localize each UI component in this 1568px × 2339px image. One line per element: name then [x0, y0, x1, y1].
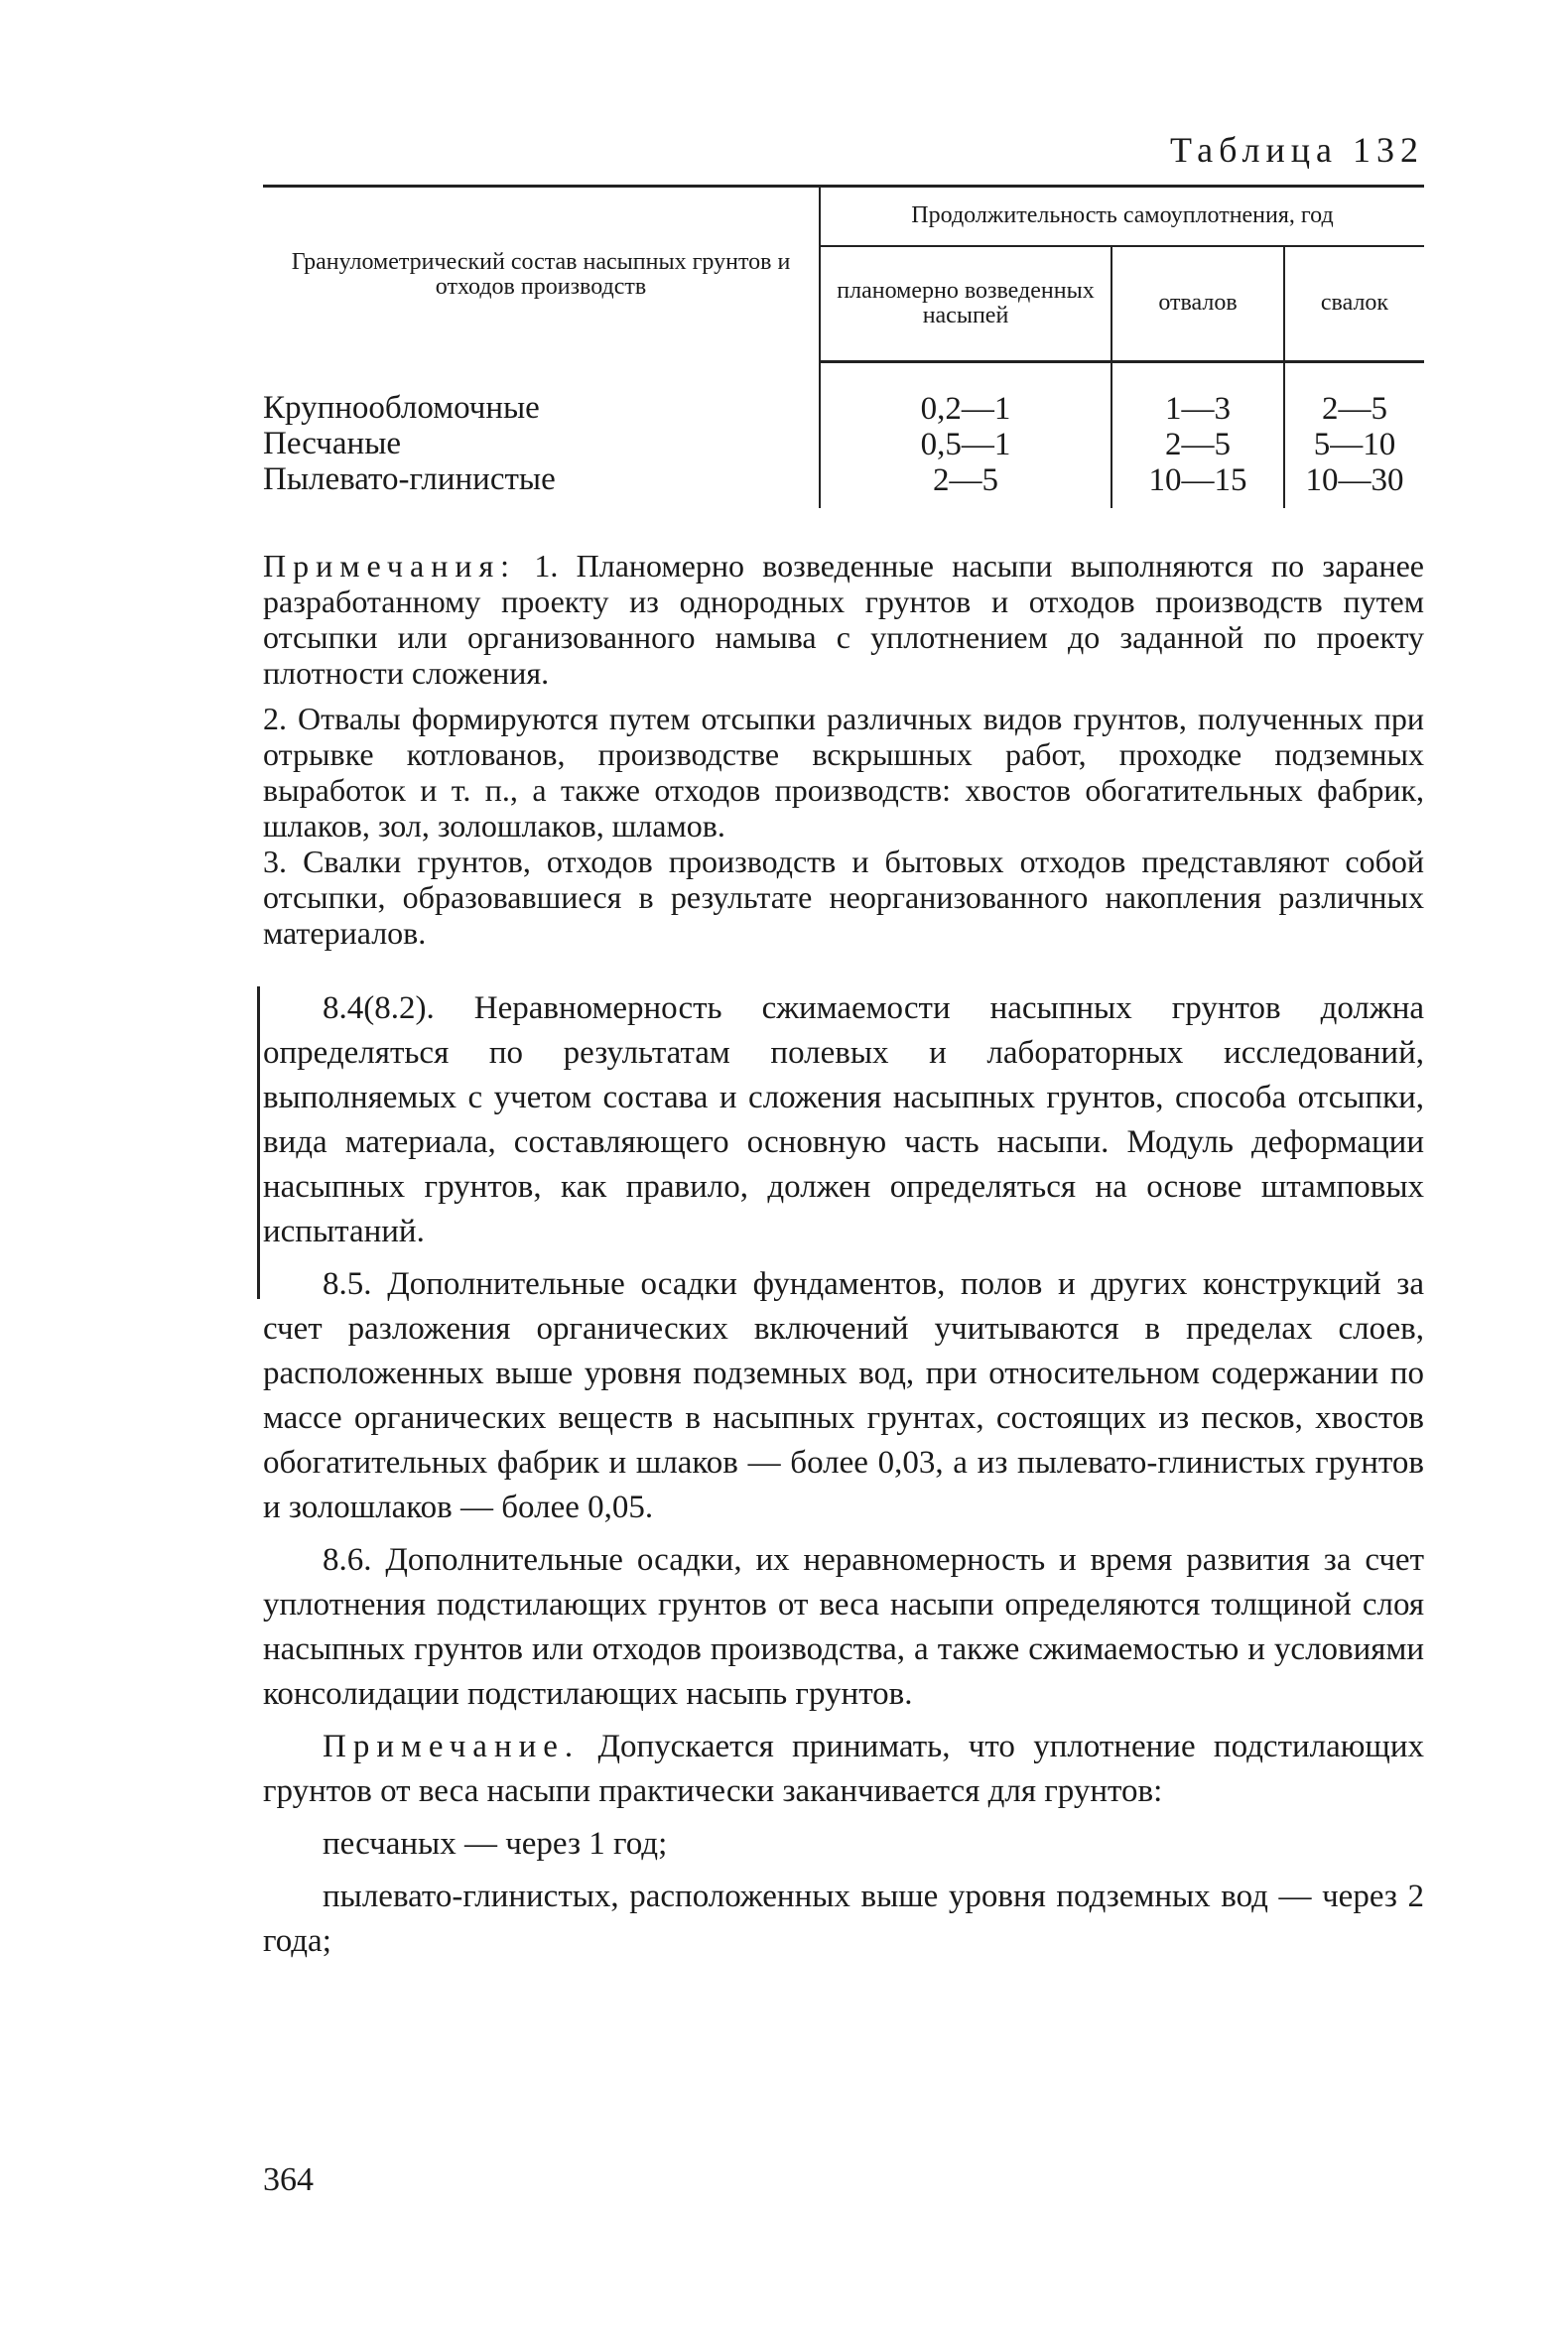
paragraph-8-4: 8.4(8.2). Неравномерность сжимаемости насыпных грунтов должна определяться по результатам полевых и лабораторных исследований, выполняемых с учетом состава и сложения насыпных грунтов, способа отсыпки, вида материала, составляющего основную часть насыпи. Модуль деформации насыпных грунтов, как правило, должен определяться на основе штамповых испытаний. — [263, 990, 1424, 1249]
table-cell: 2—5 — [933, 462, 998, 498]
note-2: 2. Отвалы формируются путем отсыпки различных видов грунтов, полученных при отрывке котлованов, производстве вскрышных работ, проходке подземных выработок и т. п., а также отходов производств: хвостов обогатительных фабрик, шлаков, зол, золошлаков, шламов. — [263, 701, 1424, 844]
note-paragraph-text: Допускается принимать, что уплотнение подстилающих грунтов от веса насыпи практически заканчивается для грунтов: — [263, 1729, 1424, 1809]
subheader-dumps: отвалов — [1111, 246, 1284, 362]
document-page — [263, 129, 1424, 1964]
table-cell: 2—5 — [1165, 427, 1231, 462]
note-1-text: 1. Планомерно возведенные насыпи выполняются по заранее разработанному проекту из однородных грунтов и отходов производств путем отсыпки или организованного намыва с уплотнением до заданной по проекту плотности сложения. — [263, 548, 1425, 691]
table-caption: Таблица 132 — [1170, 130, 1424, 170]
table-cell: 2—5 — [1322, 391, 1387, 427]
soil-type-name: Крупнообломочные — [263, 389, 540, 426]
header-duration: Продолжительность самоуплотнения, год — [820, 187, 1424, 247]
table-cell: 0,2—1 — [920, 391, 1011, 427]
landfills-column — [1284, 362, 1424, 509]
table-cell: 1—3 — [1165, 391, 1231, 427]
note-label: Примечание. — [323, 1729, 581, 1764]
note-1 — [263, 548, 1424, 691]
header-composition: Гранулометрический состав насыпных грунтов и отходов производств — [263, 187, 820, 362]
self-compaction-table — [263, 185, 1424, 508]
soil-type-column — [263, 362, 820, 509]
body-text — [263, 986, 1424, 1964]
soil-type-name: Песчаные — [263, 425, 402, 461]
paragraph-8-5: 8.5. Дополнительные осадки фундаментов, полов и других конструкций за счет разложения органических включений учитываются в пределах слоев, расположенных выше уровня подземных вод, при относительном содержании по массе органических веществ в насыпных грунтах, состоящих из песков, хвостов обогатительных фабрик и шлаков — более 0,03, а из пылевато-глинистых грунтов и золошлаков — более 0,05. — [263, 1266, 1424, 1525]
planned-embankments-column — [820, 362, 1111, 509]
table-notes — [263, 548, 1424, 951]
notes-label: Примечания: — [263, 548, 517, 584]
dumps-column — [1111, 362, 1284, 509]
revision-bar — [257, 986, 260, 1299]
table-cell: 10—30 — [1305, 462, 1404, 498]
table-cell: 5—10 — [1313, 427, 1396, 462]
subheader-landfills: свалок — [1284, 246, 1424, 362]
subheader-planned-embankments: планомерно возведенных насыпей — [820, 246, 1111, 362]
table-row — [263, 362, 1424, 509]
note-paragraph — [263, 1725, 1424, 1814]
page-number: 364 — [263, 2161, 314, 2198]
table-cell: 10—15 — [1148, 462, 1247, 498]
list-item-silty-clay: пылевато-глинистых, расположенных выше уровня подземных вод — через 2 года; — [263, 1879, 1424, 1959]
paragraph-8-6: 8.6. Дополнительные осадки, их неравномерность и время развития за счет уплотнения подстилающих грунтов от веса насыпи определяются толщиной слоя насыпных грунтов или отходов производства, а также сжимаемостью и условиями консолидации подстилающих насыпь грунтов. — [263, 1542, 1424, 1712]
soil-type-name: Пылевато-глинистые — [263, 460, 556, 497]
note-3: 3. Свалки грунтов, отходов производств и бытовых отходов представляют собой отсыпки, образовавшиеся в результате неорганизованного накопления различных материалов. — [263, 844, 1424, 951]
list-item-sandy: песчаных — через 1 год; — [323, 1826, 668, 1862]
table-cell: 0,5—1 — [920, 427, 1011, 462]
